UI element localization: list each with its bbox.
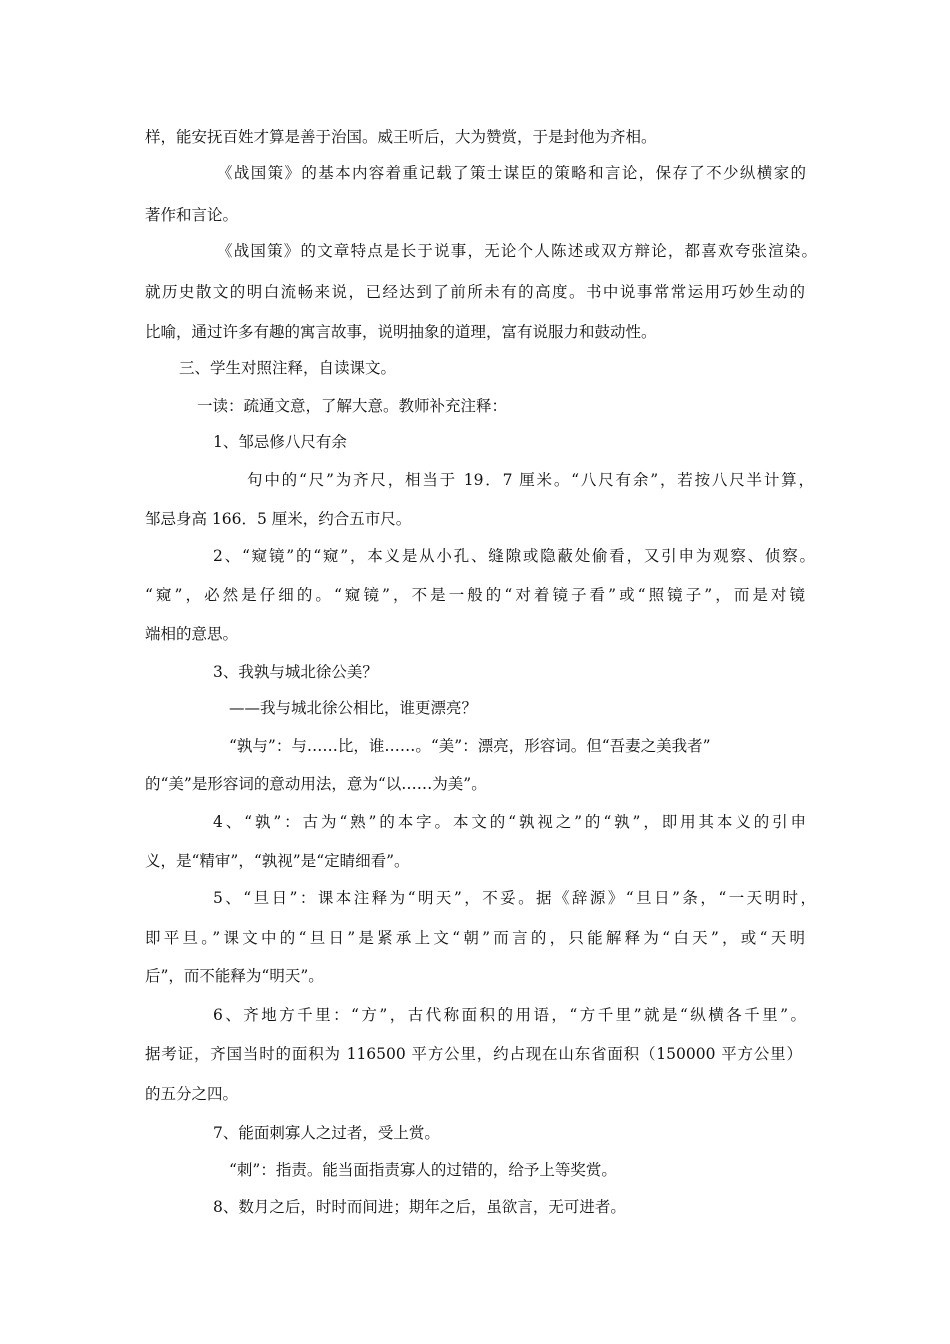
text-line: “孰与”：与……比，谁……。“美”：漂亮，形容词。但“吾妻之美我者” bbox=[229, 737, 711, 755]
text-line: 比喻，通过许多有趣的寓言故事，说明抽象的道理，富有说服力和鼓动性。 bbox=[145, 323, 657, 341]
text-line: 《战国策》的文章特点是长于说事，无论个人陈述或双方辩论，都喜欢夸张渲染。 bbox=[217, 242, 817, 260]
note-item: 7、能面刺寡人之过者，受上赏。 bbox=[213, 1124, 440, 1142]
text-line: “刺”：指责。能当面指责寡人的过错的，给予上等奖赏。 bbox=[229, 1161, 617, 1179]
text-line: 著作和言论。 bbox=[145, 206, 239, 224]
text-line: 义，是“精审”，“孰视”是“定睛细看”。 bbox=[145, 852, 410, 870]
text-line: 样，能安抚百姓才算是善于治国。威王听后，大为赞赏，于是封他为齐相。 bbox=[145, 128, 657, 146]
text-line: 端相的意思。 bbox=[145, 625, 239, 643]
text-line: 的五分之四。 bbox=[145, 1085, 239, 1103]
text-line: 句中的“尺”为齐尺，相当于 19．7 厘米。“八尺有余”，若按八尺半计算， bbox=[247, 471, 814, 489]
text-line: ——我与城北徐公相比，谁更漂亮？ bbox=[229, 699, 478, 717]
note-item: 2、“窥镜”的“窥”，本义是从小孔、缝隙或隐蔽处偷看，又引申为观察、侦察。 bbox=[213, 547, 815, 565]
text-line: 后”，而不能释为“明天”。 bbox=[145, 967, 324, 985]
note-item: 1、邹忌修八尺有余 bbox=[213, 433, 347, 451]
text-line: “窥”，必然是仔细的。“窥镜”，不是一般的“对着镜子看”或“照镜子”，而是对镜 bbox=[145, 586, 805, 604]
note-item: 6、齐地方千里：“方”，古代称面积的用语，“方千里”就是“纵横各千里”。 bbox=[213, 1006, 806, 1024]
text-line: 一读：疏通文意，了解大意。教师补充注释： bbox=[197, 397, 508, 415]
text-line: 《战国策》的基本内容着重记载了策士谋臣的策略和言论，保存了不少纵横家的 bbox=[217, 164, 806, 182]
text-line: 的“美”是形容词的意动用法，意为“以……为美”。 bbox=[145, 775, 487, 793]
text-line: 就历史散文的明白流畅来说，已经达到了前所未有的高度。书中说事常常运用巧妙生动的 bbox=[145, 283, 805, 301]
note-item: 5、“旦日”：课本注释为“明天”，不妥。据《辞源》“旦日”条，“一天明时， bbox=[213, 889, 816, 907]
note-item: 4、“孰”：古为“熟”的本字。本文的“孰视之”的“孰”，即用其本义的引申 bbox=[213, 813, 806, 831]
text-line: 即平旦。”课文中的“旦日”是紧承上文“朝”而言的，只能解释为“白天”，或“天明 bbox=[145, 929, 805, 947]
text-line: 据考证，齐国当时的面积为 116500 平方公里，约占现在山东省面积（150000 平方公里） bbox=[145, 1045, 802, 1063]
note-item: 3、我孰与城北徐公美？ bbox=[213, 663, 378, 681]
note-item: 8、数月之后，时时而间进；期年之后，虽欲言，无可进者。 bbox=[213, 1198, 626, 1216]
section-heading: 三、学生对照注释，自读课文。 bbox=[179, 359, 397, 377]
text-line: 邹忌身高 166．5 厘米，约合五市尺。 bbox=[145, 510, 412, 528]
